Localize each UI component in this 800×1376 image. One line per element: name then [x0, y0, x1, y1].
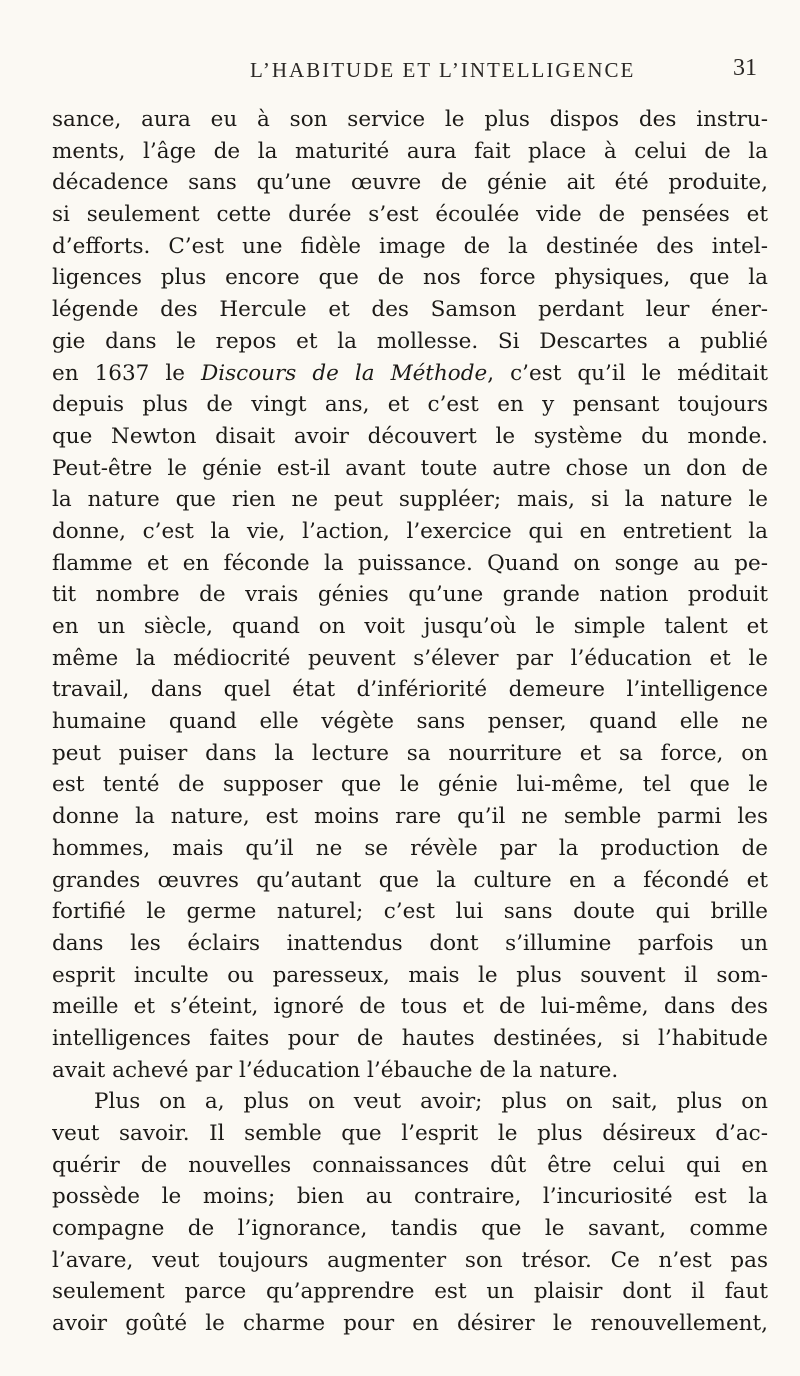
text-line: donne la nature, est moins rare qu’il ne semble parmi les [52, 804, 768, 830]
text-line: d’efforts. C’est une fidèle image de la destinée des intel- [52, 233, 768, 259]
page-number: 31 [733, 55, 757, 81]
text-line: ments, l’âge de la maturité aura fait place à celui de la [52, 138, 768, 164]
book-title: Discours de la Méthode [201, 360, 488, 386]
text-line: seulement parce qu’apprendre est un plaisir dont il faut [52, 1279, 768, 1305]
text-line: avoir goûté le charme pour en désirer le renouvellement, [52, 1311, 768, 1337]
text-line: légende des Hercule et des Samson perdant leur éner- [52, 297, 768, 323]
paragraph-end-line: avait achevé par l’éducation l’ébauche de la nature. [52, 1057, 619, 1083]
text-line: hommes, mais qu’il ne se révèle par la production de [52, 835, 768, 861]
text-line: tit nombre de vrais génies qu’une grande nation produit [52, 582, 768, 608]
text-line: donne, c’est la vie, l’action, l’exercice qui en entretient la [52, 518, 768, 544]
text-line: ligences plus encore que de nos force physiques, que la [52, 265, 768, 291]
text-line: esprit inculte ou paresseux, mais le plus souvent il som- [52, 962, 768, 988]
paragraph-start-line: Plus on a, plus on veut avoir; plus on sait, plus on [94, 1089, 768, 1115]
text-line: veut savoir. Il semble que l’esprit le plus désireux d’ac- [52, 1121, 768, 1146]
text-line: intelligences faites pour de hautes destinées, si l’habitude [52, 1025, 768, 1051]
text-line: flamme et en féconde la puissance. Quand on songe au pe- [52, 550, 768, 576]
text-line: est tenté de supposer que le génie lui-même, tel que le [52, 772, 768, 798]
text-line-with-title [52, 358, 768, 390]
text-line: décadence sans qu’une œuvre de génie ait été produite, [52, 170, 768, 196]
text-line: humaine quand elle végète sans penser, quand elle ne [52, 709, 768, 735]
text-line: en un siècle, quand on voit jusqu’où le simple talent et [52, 614, 768, 639]
text-line: l’avare, veut toujours augmenter son trésor. Ce n’est pas [52, 1247, 768, 1273]
text-line: meille et s’éteint, ignoré de tous et de lui-même, dans des [52, 994, 768, 1020]
text-segment: en 1637 le [52, 360, 201, 386]
text-line: Peut-être le génie est-il avant toute autre chose un don de [52, 455, 768, 481]
text-line: peut puiser dans la lecture sa nourriture et sa force, on [52, 740, 768, 766]
text-line: depuis plus de vingt ans, et c’est en y pensant toujours [52, 392, 768, 418]
text-line: même la médiocrité peuvent s’élever par l’éducation et le [52, 645, 768, 671]
text-line: travail, dans quel état d’infériorité demeure l’intelligence [52, 677, 768, 703]
text-line: gie dans le repos et la mollesse. Si Descartes a publié [52, 328, 768, 354]
text-segment: , c’est qu’il le méditait [487, 360, 768, 386]
text-line: que Newton disait avoir découvert le système du monde. [52, 423, 768, 449]
text-line: fortifié le germe naturel; c’est lui sans doute qui brille [52, 899, 768, 925]
running-header: L’HABITUDE ET L’INTELLIGENCE [250, 58, 636, 82]
text-line: sance, aura eu à son service le plus dispos des instru- [52, 107, 768, 132]
text-line: si seulement cette durée s’est écoulée vide de pensées et [52, 202, 768, 228]
text-line: quérir de nouvelles connaissances dût être celui qui en [52, 1152, 768, 1178]
text-line: compagne de l’ignorance, tandis que le savant, comme [52, 1216, 768, 1242]
text-line: grandes œuvres qu’autant que la culture en a fécondé et [52, 867, 768, 893]
text-line: possède le moins; bien au contraire, l’incuriosité est la [52, 1184, 768, 1210]
text-line: dans les éclairs inattendus dont s’illumine parfois un [52, 930, 768, 956]
text-line: la nature que rien ne peut suppléer; mais, si la nature le [52, 487, 768, 513]
body-text [52, 104, 768, 1340]
